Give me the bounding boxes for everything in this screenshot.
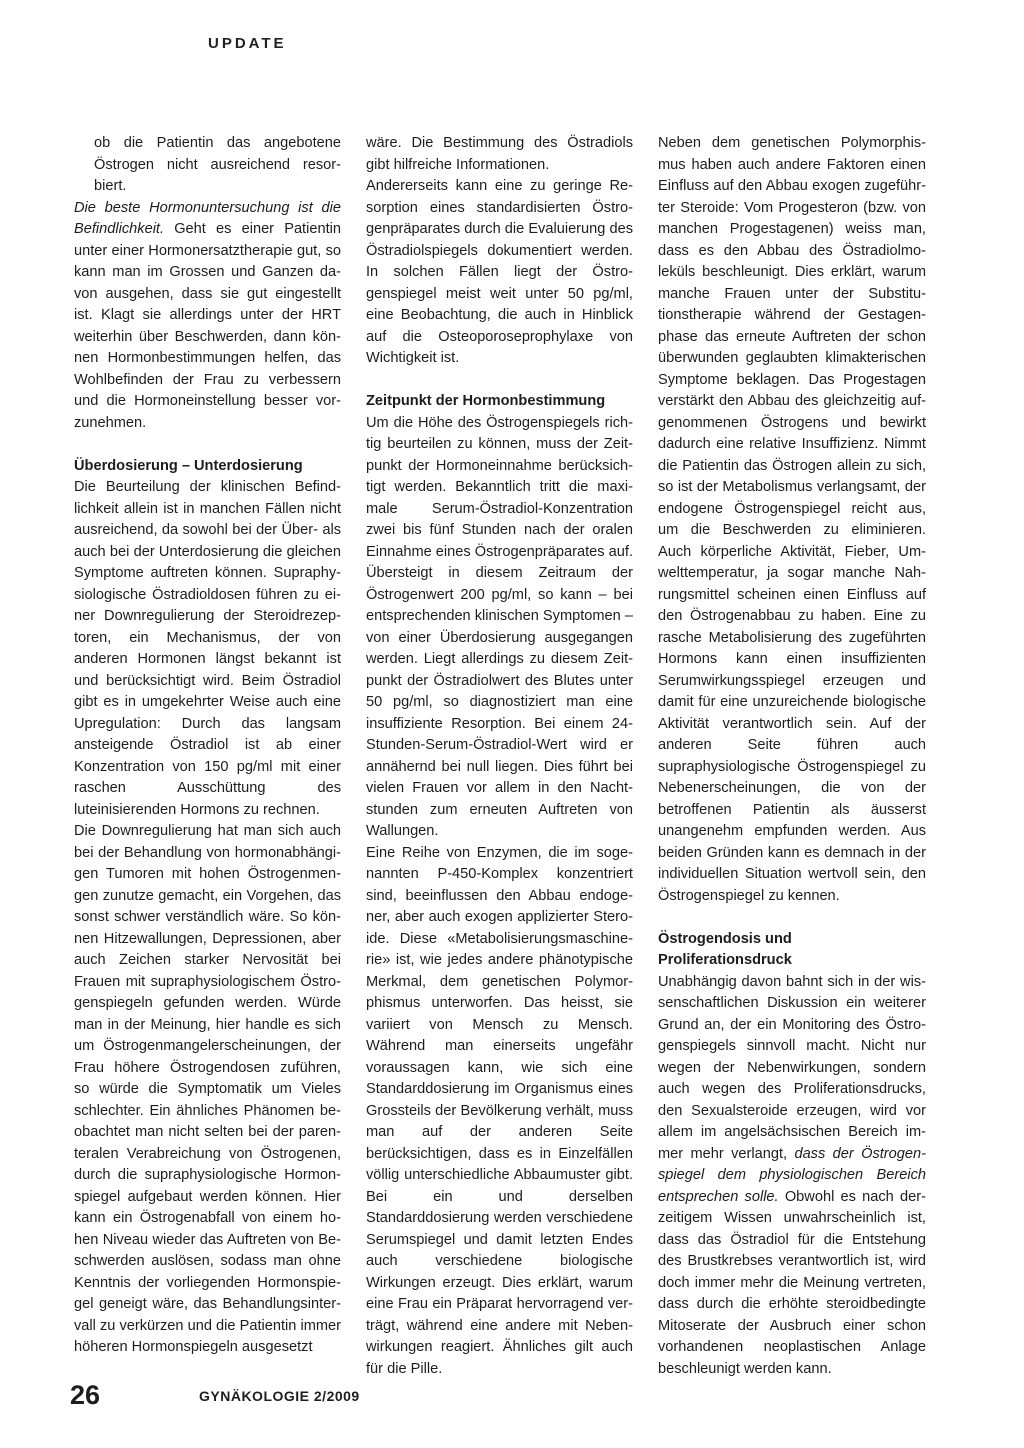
paragraph: Neben dem genetischen Polymorphismus haben auch andere Faktoren einen Einfluss auf den Abbau exogen zugeführter Steroide: Vom Progesteron (bzw. von manchen Progestagenen) weiss man, dass es den Abbau des Östradiolmoleküls beschleunigt. Dies erklärt, warum manche Frauen unter der Substitutionstherapie während der Gestagenphase das erneute Auftreten der schon überwunden geglaubten klimakterischen Symptome beklagen. Das Progestagen verstärkt den Abbau des gleichzeitig aufgenommenen Östrogens und bewirkt dadurch eine relative Insuffizienz. Nimmt die Patientin das Östrogen allein zu sich, so ist der Metabolismus verlangsamt, der endogene Östrogenspiegel reicht aus, um die Beschwerden zu eliminieren. Auch körperliche Aktivität, Fieber, Umwelttemperatur, ja sogar manche Nahrungsmittel scheinen einen Einfluss auf den Östrogenabbau zu haben. Eine zu rasche Metabolisierung des zugeführten Hormons kann einen insuffizienten Serumwirkungsspiegel erzeugen und damit für eine unzureichende biologische Aktivität verantwortlich sein. Auf der anderen Seite führen auch supraphysiologische Östrogenspiegel zu Nebenerscheinungen, die von der betroffenen Patientin als äusserst unangenehm empfunden werden. Aus beiden Gründen kann es demnach in der individuellen Situation wertvoll sein, den Östrogenspiegel zu kennen. (658, 135, 926, 904)
emphasis: dass der Östrogenspiegel dem physiologischen Bereich entsprechen solle. (658, 1145, 926, 1205)
section-header: UPDATE (208, 35, 287, 52)
section-heading: Zeitpunkt der Hormonbestimmung (366, 393, 606, 409)
paragraph: Die Beurteilung der klinischen Befindlichkeit allein ist in manchen Fällen nicht ausreichend, da sowohl bei der Über- als auch bei der Unterdosierung die gleichen Symptome auftreten können. Supraphysiologische Östradioldosen führen zu einer Downregulierung der Steroidrezeptoren, ein Mechanismus, der von anderen Hormonen längst bekannt ist und berücksichtigt wird. Beim Östradiol gibt es in umgekehrter Weise auch eine Upregulation: Durch das langsam ansteigende Östradiol ist ab einer Konzentration von 150 pg/ml mit einer raschen Ausschüttung des luteinisierenden Hormons zu rechnen. (74, 479, 341, 818)
paragraph: Eine Reihe von Enzymen, die im sogenannten P-450-Komplex konzentriert sind, beeinflussen den Abbau endogener, aber auch exogen applizierter Steroide. Diese «Metabolisierungsmaschinerie» ist, wie jedes andere phänotypische Merkmal, dem genetischen Polymorphismus unterworfen. Das heisst, sie variiert von Mensch zu Mensch. Während man einerseits ungefähr voraussagen kann, wie sich eine Standarddosierung im Organismus eines Grossteils der Bevölkerung verhält, muss man auf der anderen Seite berücksichtigen, dass es in Einzelfällen völlig unterschiedliche Abbaumuster gibt. Bei ein und derselben Standarddosierung werden verschiedene Serumspiegel und damit letzten Endes auch verschiedene biologische Wirkungen erzeugt. Dies erklärt, warum eine Frau ein Präparat hervorragend verträgt, während eine andere mit Nebenwirkungen reagiert. Ähnliches gilt auch für die Pille. (366, 844, 633, 1377)
section-heading: Überdosierung – Unterdosierung (74, 457, 303, 474)
paragraph-text: Unabhängig davon bahnt sich in der wissenschaftlichen Diskussion ein weiterer Grund an, der ein Monitoring des Östrogenspiegels sinnvoll macht. Nicht nur wegen der Nebenwirkungen, sondern auch wegen des Proliferationsdrucks, den Sexualsteroide erzeugen, wird vor allem im angelsächsischen Bereich immer mehr verlangt, (658, 973, 926, 1162)
paragraph: Die Downregulierung hat man sich auch bei der Behandlung von hormonabhängigen Tumoren mit hohen Östrogenmengen zunutze gemacht, ein Vorgehen, das sonst schwer verständlich wäre. So können Hitzewallungen, Depressionen, aber auch Zeichen starker Nervosität bei Frauen mit supraphysiologischem Östrogenspiegeln gefunden werden. Würde man in der Meinung, hier handle es sich um Östrogenmangelerscheinungen, der Frau höhere Östrogendosen zuführen, so würde die Symptomatik um Vieles schlechter. Ein ähnliches Phänomen beobachtet man nicht selten bei der parenteralen Verabreichung von Östrogenen, durch die supraphysiologische Hormonspiegel aufgebaut werden können. Hier kann ein Östrogenabfall von einem hohen Niveau wieder das Auftreten von Beschwerden auslösen, sodass man ohne Kenntnis der vorliegenden Hormonspiegel geneigt wäre, das Behandlungsintervall zu verkürzen und die Patientin immer höheren Hormonspiegeln ausgesetzt (74, 823, 341, 1355)
paragraph (74, 198, 341, 435)
paragraph: ob die Patientin das angebotene Östrogen nicht ausreichend resorbiert. (94, 135, 341, 194)
paragraph: Andererseits kann eine zu geringe Resorption eines standardisierten Östrogenpräparates durch die Evaluierung des Östradiolspiegels dokumentiert werden. In solchen Fällen liegt der Östrogenspiegel meist weit unter 50 pg/ml, eine Beobachtung, die auch in Hinblick auf die Osteoporoseprophylaxe von Wichtigkeit ist. (366, 178, 633, 366)
section-heading (658, 929, 926, 972)
column-1 (74, 133, 341, 1359)
paragraph (658, 972, 926, 1381)
heading-line: Östrogendosis und (658, 930, 792, 947)
paragraph: Um die Höhe des Östrogenspiegels richtig beurteilen zu können, muss der Zeitpunkt der Hormoneinnahme berücksichtigt werden. Bekanntlich tritt die maximale Serum-Östradiol-Konzentration zwei bis fünf Stunden nach der oralen Einnahme eines Östrogenpräparates auf. Übersteigt in diesem Zeitraum der Östrogenwert 200 pg/ml, so kann – bei entsprechenden klinischen Symptomen – von einer Überdosierung ausgegangen werden. Liegt allerdings zu diesem Zeitpunkt der Östradiolwert des Blutes unter 50 pg/ml, so diagnostiziert man eine insuffiziente Resorption. Bei einem 24-Stunden-Serum-Östradiol-Wert wird er annähernd bei null liegen. Dies führt bei vielen Frauen vor allem in den Nachtstunden zum erneuten Auftreten von Wallungen. (366, 414, 633, 839)
paragraph-text: Obwohl es nach derzeitigem Wissen unwahrscheinlich ist, dass das Östradiol für die Entstehung des Brustkrebses verantwortlich ist, wird doch immer mehr die Meinung vertreten, dass durch die erhöhte steroidbedingte Mitoserate der Ausbruch einer schon vorhandenen neoplastischen Anlage beschleunigt werden kann. (658, 1188, 926, 1377)
paragraph-text: Geht es einer Patientin unter einer Hormonersatztherapie gut, so kann man im Grossen und Ganzen davon ausgehen, dass sie gut eingestellt ist. Klagt sie allerdings unter der HRT weiterhin über Beschwerden, dann können Hormonbestimmungen helfen, das Wohlbefinden der Frau zu verbessern und die Hormoneinstellung besser vorzunehmen. (74, 221, 341, 431)
column-3 (658, 133, 926, 1380)
journal-issue: GYNÄKOLOGIE 2/2009 (199, 1388, 360, 1404)
paragraph: wäre. Die Bestimmung des Östradiols gibt hilfreiche Informationen. (366, 135, 633, 173)
column-2 (366, 133, 633, 1380)
page-number: 26 (70, 1380, 101, 1410)
emphasis: Die beste Hormonuntersuchung ist die Befindlichkeit. (74, 199, 341, 237)
heading-line: Proliferationsdruck (658, 952, 792, 968)
